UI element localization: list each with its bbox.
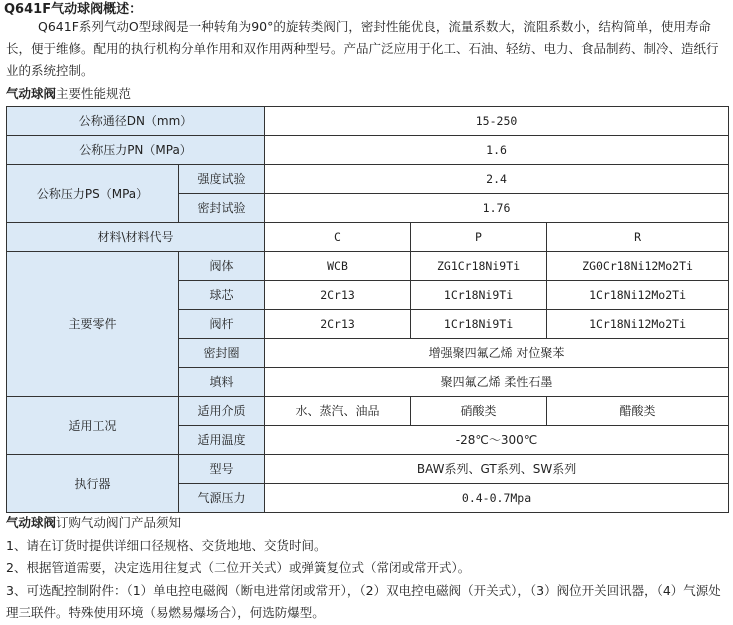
material-code-p: P (411, 223, 547, 252)
strength-value: 2.4 (265, 165, 729, 194)
model-label: 型号 (179, 455, 265, 484)
material-code-r: R (547, 223, 729, 252)
air-label: 气源压力 (179, 484, 265, 513)
note-item-2: 2、根据管道需要，决定选用往复式（二位开关式）或弹簧复位式（常闭或常开式）。 (6, 560, 471, 575)
spec-section-title (6, 84, 131, 104)
order-title-bold: 气动球阀 (6, 515, 57, 530)
temp-value: -28℃～300℃ (265, 426, 729, 455)
material-code-c: C (265, 223, 411, 252)
seal-test-label: 密封试验 (179, 194, 265, 223)
table-row (7, 252, 729, 281)
body-label: 阀体 (179, 252, 265, 281)
temp-label: 适用温度 (179, 426, 265, 455)
body-value-p: ZG1Cr18Ni9Ti (411, 252, 547, 281)
ball-label: 球芯 (179, 281, 265, 310)
body-value-c: WCB (265, 252, 411, 281)
stem-value-r: 1Cr18Ni12Mo2Ti (547, 310, 729, 339)
table-row (7, 397, 729, 426)
spec-title-bold: 气动球阀 (6, 86, 57, 101)
table-row (7, 223, 729, 252)
packing-label: 填料 (179, 368, 265, 397)
stem-label: 阀杆 (179, 310, 265, 339)
spec-table (6, 106, 729, 513)
order-title-rest: 订购气动阀门产品须知 (56, 515, 182, 530)
strength-label: 强度试验 (179, 165, 265, 194)
order-notes-title (6, 512, 728, 535)
seal-test-value: 1.76 (265, 194, 729, 223)
pn-value: 1.6 (265, 136, 729, 165)
table-row (7, 455, 729, 484)
ball-value-c: 2Cr13 (265, 281, 411, 310)
dn-value: 15-250 (265, 107, 729, 136)
ball-value-p: 1Cr18Ni9Ti (411, 281, 547, 310)
page-title: Q641F气动球阀概述： (4, 2, 143, 17)
material-label: 材料\材料代号 (7, 223, 265, 252)
table-row (7, 107, 729, 136)
note-item-3: 3、可选配控制附件：（1）单电控电磁阀（断电进常闭或常开），（2）双电控电磁阀（开关式），（3）阀位开关回讯器，（4）气源处理三联件。特殊使用环境（易燃易爆场合），何选防爆型。 (6, 582, 721, 620)
pn-label: 公称压力PN（MPa） (7, 136, 265, 165)
stem-value-p: 1Cr18Ni9Ti (411, 310, 547, 339)
seal-ring-value: 增强聚四氟乙烯 对位聚苯 (265, 339, 729, 368)
medium-label: 适用介质 (179, 397, 265, 426)
conditions-label: 适用工况 (7, 397, 179, 455)
air-value: 0.4-0.7Mpa (265, 484, 729, 513)
stem-value-c: 2Cr13 (265, 310, 411, 339)
spec-title-rest: 主要性能规范 (56, 86, 132, 101)
seal-ring-label: 密封圈 (179, 339, 265, 368)
order-notes (6, 512, 728, 625)
medium-value-r: 醋酸类 (547, 397, 729, 426)
actuator-label: 执行器 (7, 455, 179, 513)
medium-value-p: 硝酸类 (411, 397, 547, 426)
model-value: BAW系列、GT系列、SW系列 (265, 455, 729, 484)
parts-label: 主要零件 (7, 252, 179, 397)
ball-value-r: 1Cr18Ni12Mo2Ti (547, 281, 729, 310)
dn-label: 公称通径DN（mm） (7, 107, 265, 136)
intro-paragraph (6, 16, 728, 82)
medium-value-c: 水、蒸汽、油品 (265, 397, 411, 426)
table-row (7, 165, 729, 194)
body-value-r: ZG0Cr18Ni12Mo2Ti (547, 252, 729, 281)
ps-label: 公称压力PS（MPa） (7, 165, 179, 223)
packing-value: 聚四氟乙烯 柔性石墨 (265, 368, 729, 397)
table-row (7, 136, 729, 165)
note-item-1: 1、请在订货时提供详细口径规格、交货地地、交货时间。 (6, 537, 327, 553)
intro-text: Q641F系列气动O型球阀是一种转角为90°的旋转类阀门，密封性能优良，流量系数大，流阻系数小，结构简单，使用寿命长，便于维修。配用的执行机构分单作用和双作用两种型号。产品广泛应用于化工、石油、轻纺、电力、食品制药、制冷、造纸行业的系统控制。 (6, 19, 719, 78)
